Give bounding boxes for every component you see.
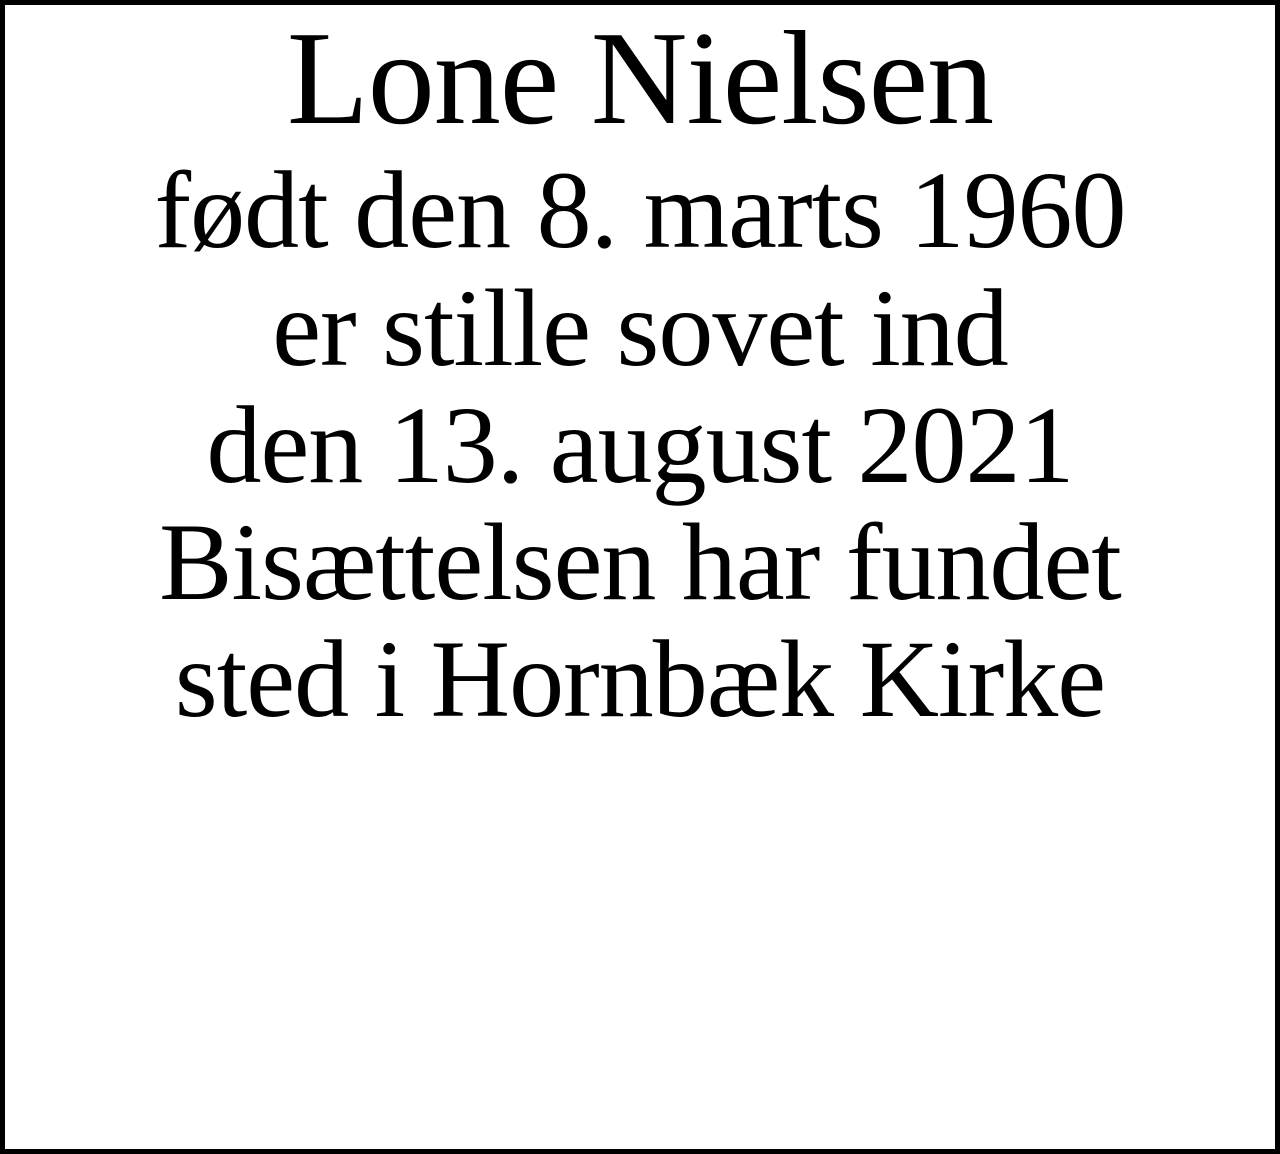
death-line-1: er stille sovet ind [272,266,1008,389]
death-line-2: den 13. august 2021 [206,383,1074,506]
deceased-name: Lone Nielsen [286,4,994,152]
birth-date-line: født den 8. marts 1960 [154,149,1126,272]
funeral-lines [5,500,1275,740]
death-date-lines [5,266,1275,506]
funeral-line-1: Bisættelsen har fundet [159,500,1121,623]
funeral-line-2: sted i Hornbæk Kirke [174,617,1106,740]
